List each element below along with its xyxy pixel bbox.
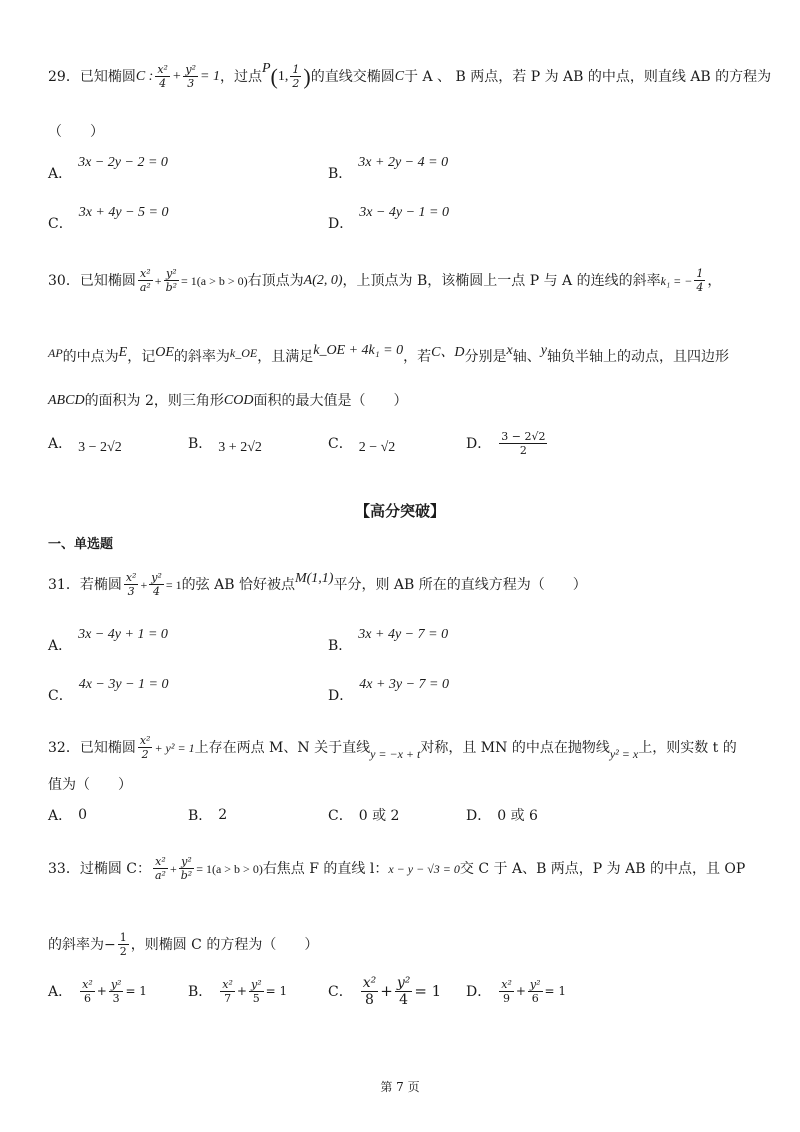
q30-frac-slope: $\frac{1}{4}$ xyxy=(696,267,704,294)
q33-frac-x: $\frac{\text{x²}}{\text{a²}}$ xyxy=(154,855,166,882)
q33-option-a: A． $\frac{\text{x²}}{6}$ + $\frac{\text{y²}}{3}$ = 1 xyxy=(48,977,147,1005)
q31-option-d: D． 4x + 3y − 7 = 0 xyxy=(328,677,450,704)
section-heading: 【高分突破】 xyxy=(354,502,445,520)
q32-option-d: D． 0 或 6 xyxy=(466,808,538,824)
q32-stem: 32．已知椭圆 $\frac{\text{x²}}{2}$ + y² = 1 上存在两点 M、N 关于直线 y = −x + t 对称，且 MN 的中点在抛物线 y² = x 上，则实数 t 的 xyxy=(48,734,737,761)
q30-frac-y: $\frac{\text{y²}}{\text{b²}}$ xyxy=(165,267,178,294)
q30-option-a: A． 3 − 2√2 xyxy=(48,436,122,455)
page-number: 第 7 页 xyxy=(380,1080,420,1094)
q30-frac-x: $\frac{\text{x²}}{\text{a²}}$ xyxy=(139,267,151,294)
q33-option-d: D． $\frac{\text{x²}}{9}$ + $\frac{\text{y²}}{6}$ = 1 xyxy=(466,977,567,1005)
q29-option-d: D． 3x − 4y − 1 = 0 xyxy=(328,205,450,232)
q29-text-b: ，过点 xyxy=(219,68,262,85)
q33-line2: 的斜率为 − $\frac{1}{2}$ ，则椭圆 C 的方程为（ ） xyxy=(48,931,319,958)
q33-option-b: B． $\frac{\text{x²}}{7}$ + $\frac{\text{y²}}{5}$ = 1 xyxy=(188,977,288,1005)
q31-frac-x: $\frac{\text{x²}}{3}$ xyxy=(125,571,137,598)
q29-point-label: P xyxy=(261,60,271,76)
q32-frac-x: $\frac{\text{x²}}{2}$ xyxy=(139,734,151,761)
q29-frac-half: $\frac{1}{2}$ xyxy=(292,63,300,90)
q31-option-a: A． 3x − 4y + 1 = 0 xyxy=(48,627,168,654)
q32-option-c: C． 0 或 2 xyxy=(328,808,400,824)
q33-stem: 33．过椭圆 C： $\frac{\text{x²}}{\text{a²}}$ + $\frac{\text{y²}}{\text{b²}}$ = 1(a > b > 0) 右焦点 F 的直线 l： x − y − √3 = 0 交 C 于 A、B 两点，P 为 AB 的中点，且 OP xyxy=(48,855,746,882)
q30-option-b: B． 3 + 2√2 xyxy=(188,436,262,455)
q33-frac-slope: $\frac{1}{2}$ xyxy=(119,931,127,958)
q31-stem: 31．若椭圆 $\frac{\text{x²}}{3}$ + $\frac{\text{y²}}{4}$ = 1 的弦 AB 恰好被点 M(1,1) 平分，则 AB 所在的直线方程为（ ） xyxy=(48,570,587,598)
q31-option-c: C． 4x − 3y − 1 = 0 xyxy=(48,677,169,704)
q30-stem: 30．已知椭圆 $\frac{\text{x²}}{\text{a²}}$ + $\frac{\text{y²}}{\text{b²}}$ = 1(a > b > 0) 右顶点为 A(2, 0) ，上顶点为 B，该椭圆上一点 P 与 A 的连线的斜率 k₁ = − $\frac{1}{4}$ ， xyxy=(48,267,722,294)
q29-ellipse-label: C : xyxy=(135,68,154,84)
q29-option-c: C． 3x + 4y − 5 = 0 xyxy=(48,205,169,232)
q32-option-a: A． 0 xyxy=(48,807,88,824)
q31-option-b: B． 3x + 4y − 7 = 0 xyxy=(328,627,449,654)
q29-stem: 29．已知椭圆 C : $\frac{\text{x²}}{4}$ + $\frac{\text{y²}}{3}$ = 1 ，过点 P ( 1, $\frac{1}{2}$ ) 的直线交椭圆 C 于 A 、 B 两点，若 P 为 AB 的中点，则直线 AB 的方程为 xyxy=(48,64,760,89)
q32-line2: 值为（ ） xyxy=(48,777,132,793)
q32-option-b: B． 2 xyxy=(188,807,228,824)
q29-frac-y: $\frac{\text{y²}}{3}$ xyxy=(185,63,197,90)
q29-option-b: B． 3x + 2y − 4 = 0 xyxy=(328,155,449,182)
q29-text-a: 29．已知椭圆 xyxy=(48,68,136,85)
q30-line3: ABCD 的面积为 2，则三角形 COD 面积的最大值是（ ） xyxy=(48,393,408,409)
q33-frac-y: $\frac{\text{y²}}{\text{b²}}$ xyxy=(180,855,193,882)
q30-line2: AP 的中点为 E ，记 OE 的斜率为 k_OE ，且满足 k_OE + 4k₁ = 0 ，若 C、D 分别是 x 轴、 y 轴负半轴上的动点，且四边形 xyxy=(48,343,729,365)
q29-option-a: A． 3x − 2y − 2 = 0 xyxy=(48,155,168,182)
q30-option-d: D． $\frac{3 - 2√2}{2}$ xyxy=(466,429,546,457)
q29-paren: （ ） xyxy=(48,124,104,140)
q29-frac-x: $\frac{\text{x²}}{4}$ xyxy=(157,63,168,90)
q33-option-c: C． $\frac{\text{x²}}{8}$ + $\frac{\text{y²}}{4}$ = 1 xyxy=(328,974,442,1008)
section-subheading: 一、单选题 xyxy=(48,537,114,552)
q31-frac-y: $\frac{\text{y²}}{4}$ xyxy=(151,571,162,598)
q30-option-c: C． 2 − √2 xyxy=(328,436,396,455)
q29-text-d: 于 A 、 B 两点，若 P 为 AB 的中点，则直线 AB 的方程为 xyxy=(404,68,772,85)
